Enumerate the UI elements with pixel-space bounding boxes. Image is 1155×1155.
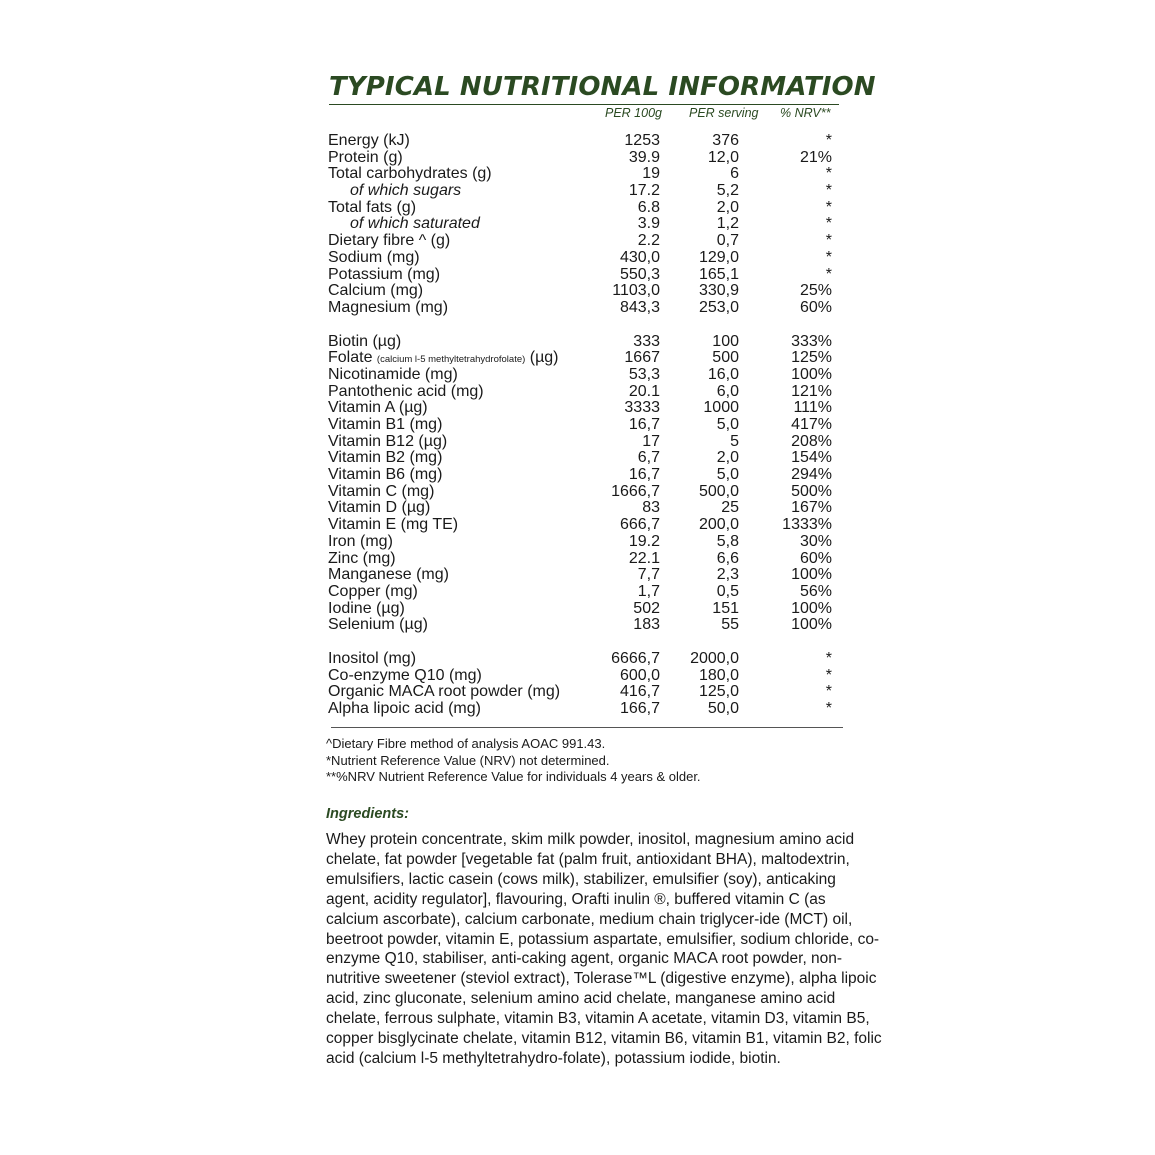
value-nrv: 167%	[791, 499, 832, 517]
value-per-100g: 6.8	[637, 198, 660, 216]
nutrient-row	[328, 199, 836, 216]
nutrient-name	[328, 700, 481, 717]
ingredients-text: Whey protein concentrate, skim milk powder, inositol, magnesium amino acid chelate, fat powder [vegetable fat (palm fruit, antioxidant BHA), maltodextrin, emulsifiers, lactic casein (cows milk), stabilizer, emulsifier (soy), anticaking agent, acidity regulator], flavouring, Orafti inulin ®, buffered vitamin C (as calcium ascorbate), calcium carbonate, medium chain triglycer-ide (MCT) oil, beetroot powder, vitamin E, potassium aspartate, emulsifier, sodium chloride, co-enzyme Q10, stabiliser, anti-caking agent, organic MACA root powder, non-nutritive sweetener (steviol extract), Tolerase™L (digestive enzyme), alpha lipoic acid, zinc gluconate, selenium amino acid chelate, manganese amino acid chelate, ferrous sulphate, vitamin B3, vitamin A acetate, vitamin D3, vitamin B5, copper bisglycinate chelate, vitamin B12, vitamin B6, vitamin B1, vitamin B2, folic acid (calcium l-5 methyltetrahydro-folate), potassium iodide, biotin.	[326, 831, 882, 1067]
nutrient-name	[328, 282, 423, 299]
value-per-100g: 7,7	[637, 566, 660, 584]
nutrient-row	[328, 616, 836, 633]
footnote: ^Dietary Fibre method of analysis AOAC 991.43.	[326, 736, 606, 751]
nutrient-name	[328, 583, 418, 600]
value-per-serving: 180,0	[698, 666, 739, 684]
value-nrv: 30%	[799, 532, 832, 550]
value-per-serving: 2,0	[716, 449, 739, 467]
nutrient-name	[328, 383, 484, 400]
nutrient-name-text: Dietary fibre ^ (g)	[328, 232, 451, 250]
value-per-serving: 0,5	[716, 582, 739, 600]
nutrient-name	[328, 299, 448, 316]
nutrient-name-text: Magnesium (mg)	[328, 298, 449, 316]
value-nrv: 25%	[799, 282, 832, 300]
value-per-100g: 6666,7	[611, 649, 660, 667]
value-per-serving: 6	[730, 165, 739, 183]
ingredients-title: Ingredients:	[326, 806, 409, 822]
nutrient-table	[328, 132, 836, 717]
value-per-serving: 5	[730, 432, 739, 450]
nutrient-name-text: Vitamin D (µg)	[328, 499, 431, 517]
value-per-100g: 3.9	[637, 215, 660, 233]
nutrient-name	[328, 165, 492, 182]
nutrient-name	[328, 199, 416, 216]
nutrient-row	[328, 366, 836, 383]
value-nrv: 100%	[791, 566, 832, 584]
nutrient-name	[328, 449, 442, 466]
value-per-100g: 83	[642, 499, 660, 517]
nutrient-row	[328, 583, 836, 600]
value-nrv: 60%	[799, 549, 832, 567]
nutrient-name-text: Manganese (mg)	[328, 566, 449, 584]
nutrient-row	[328, 132, 836, 149]
value-nrv: 60%	[799, 298, 832, 316]
nutrient-unit: (µg)	[529, 349, 559, 367]
nutrient-row	[328, 249, 836, 266]
nutrient-name-text: of which sugars	[350, 182, 462, 200]
nutrient-name	[328, 650, 416, 667]
value-nrv: 100%	[791, 599, 832, 617]
value-per-serving: 6,6	[716, 549, 739, 567]
nutrient-row	[328, 600, 836, 617]
value-nrv: *	[825, 265, 832, 283]
value-per-100g: 1,7	[637, 582, 660, 600]
value-nrv: *	[825, 232, 832, 250]
value-nrv: *	[825, 182, 832, 200]
nutrient-name-text: Organic MACA root powder (mg)	[328, 683, 561, 701]
value-nrv: *	[825, 132, 832, 149]
value-per-serving: 500,0	[698, 482, 739, 500]
nutrient-name	[328, 533, 393, 550]
header-per-serving: PER serving	[689, 106, 759, 120]
nutrient-name-text: Energy (kJ)	[328, 132, 410, 149]
nutrient-name-text: Selenium (µg)	[328, 616, 428, 634]
value-per-100g: 1253	[624, 132, 660, 149]
nutrient-row	[328, 499, 836, 516]
value-per-serving: 25	[721, 499, 739, 517]
value-per-serving: 5,0	[716, 466, 739, 484]
nutrient-row	[328, 516, 836, 533]
nutrient-name	[328, 516, 458, 533]
nutrient-row	[328, 349, 836, 366]
value-nrv: *	[825, 198, 832, 216]
value-nrv: 154%	[791, 449, 832, 467]
nutrient-name	[350, 182, 461, 199]
value-per-100g: 39.9	[628, 148, 660, 166]
value-per-100g: 166,7	[619, 700, 660, 717]
value-per-100g: 20.1	[628, 382, 660, 400]
value-per-100g: 17.2	[628, 182, 660, 200]
value-per-100g: 16,7	[628, 466, 660, 484]
nutrient-name	[328, 149, 403, 166]
nutrient-name-text: Pantothenic acid (mg)	[328, 382, 484, 400]
nutrient-name-text: Folate	[328, 349, 373, 367]
nutrient-name-text: Vitamin B12 (µg)	[328, 432, 448, 450]
value-per-100g: 416,7	[619, 683, 660, 701]
value-nrv: 21%	[799, 148, 832, 166]
nutrient-name-text: Vitamin A (µg)	[328, 399, 428, 417]
nutrient-name-text: Biotin (µg)	[328, 332, 402, 350]
value-per-serving: 129,0	[698, 248, 739, 266]
value-nrv: *	[825, 215, 832, 233]
nutrient-name-text: Zinc (mg)	[328, 549, 396, 567]
nutrient-name-text: Potassium (mg)	[328, 265, 441, 283]
value-nrv: 56%	[799, 582, 832, 600]
value-per-100g: 22.1	[628, 549, 660, 567]
value-per-serving: 151	[712, 599, 739, 617]
nutrient-name-text: Nicotinamide (mg)	[328, 365, 458, 383]
nutrient-row	[328, 650, 836, 667]
value-nrv: *	[825, 683, 832, 701]
footnotes	[326, 736, 701, 786]
nutrient-name	[328, 667, 482, 684]
header-nrv: % NRV**	[780, 106, 831, 120]
value-per-serving: 376	[712, 132, 739, 149]
nutrient-name	[328, 466, 442, 483]
value-nrv: 294%	[791, 466, 832, 484]
value-per-serving: 1000	[703, 399, 739, 417]
value-per-serving: 5,2	[716, 182, 739, 200]
value-per-serving: 125,0	[698, 683, 739, 701]
value-nrv: *	[825, 165, 832, 183]
nutrient-row	[328, 383, 836, 400]
nutrient-name	[328, 249, 420, 266]
nutrient-name-text: of which saturated	[350, 215, 480, 233]
nutrient-name	[328, 600, 405, 617]
value-per-serving: 16,0	[707, 365, 739, 383]
value-per-100g: 843,3	[619, 298, 660, 316]
nutrient-name-text: Co-enzyme Q10 (mg)	[328, 666, 482, 684]
value-nrv: *	[825, 248, 832, 266]
nutrient-row	[328, 667, 836, 684]
nutrient-name	[328, 266, 440, 283]
value-per-100g: 183	[633, 616, 660, 634]
value-per-serving: 12,0	[707, 148, 739, 166]
value-per-serving: 50,0	[707, 700, 739, 717]
nutrient-row	[328, 700, 836, 717]
nutrient-row	[328, 232, 836, 249]
title-divider	[329, 104, 839, 105]
footnote: **%NRV Nutrient Reference Value for individuals 4 years & older.	[326, 769, 701, 784]
nutrient-row	[328, 299, 836, 316]
nutrient-row	[328, 533, 836, 550]
value-per-serving: 1,2	[716, 215, 739, 233]
nutrient-name	[328, 132, 410, 149]
value-per-100g: 1666,7	[611, 482, 660, 500]
nutrient-name-text: Vitamin B6 (mg)	[328, 466, 443, 484]
value-per-100g: 3333	[624, 399, 660, 417]
nutrient-name	[328, 499, 430, 516]
nutrient-row	[328, 282, 836, 299]
value-per-100g: 550,3	[619, 265, 660, 283]
value-nrv: *	[825, 700, 832, 717]
value-per-100g: 600,0	[619, 666, 660, 684]
nutrient-row	[328, 399, 836, 416]
nutrient-name	[328, 366, 458, 383]
nutrient-name-detail: (calcium l-5 methyltetrahydrofolate)	[376, 354, 526, 366]
value-per-serving: 100	[712, 332, 739, 350]
value-per-100g: 1667	[624, 349, 660, 367]
nutrient-row	[328, 266, 836, 283]
value-per-serving: 165,1	[698, 265, 739, 283]
nutrient-row	[328, 215, 836, 232]
nutrient-name	[328, 483, 434, 500]
value-per-serving: 2,0	[716, 198, 739, 216]
nutrient-name	[328, 232, 450, 249]
value-per-100g: 17	[642, 432, 660, 450]
nutrient-name	[328, 399, 428, 416]
value-per-100g: 19.2	[628, 532, 660, 550]
nutrient-row	[328, 433, 836, 450]
value-nrv: 1333%	[782, 516, 832, 534]
nutrient-name	[328, 683, 560, 700]
value-per-serving: 200,0	[698, 516, 739, 534]
nutrient-row	[328, 683, 836, 700]
value-per-100g: 19	[642, 165, 660, 183]
nutrient-row	[328, 165, 836, 182]
nutrient-name-text: Sodium (mg)	[328, 248, 420, 266]
nutrient-name-text: Alpha lipoic acid (mg)	[328, 700, 481, 717]
nutrient-row	[328, 416, 836, 433]
nutrient-name	[328, 550, 396, 567]
nutrient-row	[328, 333, 836, 350]
nutrient-row	[328, 449, 836, 466]
nutrient-row	[328, 466, 836, 483]
value-per-100g: 666,7	[619, 516, 660, 534]
value-per-serving: 2000,0	[690, 649, 739, 667]
nutrient-name-text: Vitamin B2 (mg)	[328, 449, 443, 467]
nutrient-name-text: Vitamin E (mg TE)	[328, 516, 459, 534]
value-per-100g: 6,7	[637, 449, 660, 467]
value-per-serving: 5,8	[716, 532, 739, 550]
nutrient-name-text: Iodine (µg)	[328, 599, 405, 617]
nutrient-name-text: Total carbohydrates (g)	[328, 165, 492, 183]
nutrient-row	[328, 149, 836, 166]
nutrient-name-text: Calcium (mg)	[328, 282, 424, 300]
value-per-serving: 5,0	[716, 416, 739, 433]
page-title: TYPICAL NUTRITIONAL INFORMATION	[329, 72, 876, 102]
value-per-100g: 502	[633, 599, 660, 617]
nutrient-name	[328, 566, 449, 583]
header-per-100g: PER 100g	[605, 106, 662, 120]
value-per-serving: 6,0	[716, 382, 739, 400]
value-nrv: 500%	[791, 482, 832, 500]
value-per-100g: 53,3	[628, 365, 660, 383]
nutrient-name-text: Protein (g)	[328, 148, 403, 166]
value-per-100g: 16,7	[628, 416, 660, 433]
nutrient-row	[328, 550, 836, 567]
value-nrv: 100%	[791, 616, 832, 634]
nutrient-name	[328, 416, 442, 433]
value-per-100g: 430,0	[619, 248, 660, 266]
value-nrv: 111%	[793, 399, 832, 417]
value-per-serving: 253,0	[698, 298, 739, 316]
nutrient-name	[328, 333, 401, 350]
nutrient-name	[328, 616, 428, 633]
value-nrv: 333%	[791, 332, 832, 350]
value-nrv: *	[825, 649, 832, 667]
nutrient-name-text: Iron (mg)	[328, 532, 393, 550]
nutrient-name-text: Total fats (g)	[328, 198, 417, 216]
nutrient-name-text: Vitamin B1 (mg)	[328, 416, 443, 433]
value-per-100g: 1103,0	[612, 282, 660, 300]
value-per-serving: 0,7	[716, 232, 739, 250]
value-per-serving: 500	[712, 349, 739, 367]
nutrient-name-text: Vitamin C (mg)	[328, 482, 435, 500]
value-per-serving: 2,3	[716, 566, 739, 584]
nutrient-name	[328, 433, 447, 450]
value-nrv: 208%	[791, 432, 832, 450]
value-nrv: 417%	[791, 416, 832, 433]
value-nrv: 125%	[791, 349, 832, 367]
nutrient-row	[328, 566, 836, 583]
value-per-serving: 55	[721, 616, 739, 634]
value-per-100g: 333	[633, 332, 660, 350]
footnote: *Nutrient Reference Value (NRV) not determined.	[326, 752, 610, 768]
nutrient-name-text: Inositol (mg)	[328, 649, 417, 667]
table-divider	[331, 727, 843, 728]
value-nrv: *	[825, 666, 832, 684]
value-per-100g: 2.2	[637, 232, 660, 250]
nutrient-name-text: Copper (mg)	[328, 582, 418, 600]
value-nrv: 100%	[791, 365, 832, 383]
nutrient-name	[350, 215, 480, 232]
value-per-serving: 330,9	[698, 282, 739, 300]
nutrient-row	[328, 182, 836, 199]
value-nrv: 121%	[791, 382, 832, 400]
nutrient-row	[328, 483, 836, 500]
